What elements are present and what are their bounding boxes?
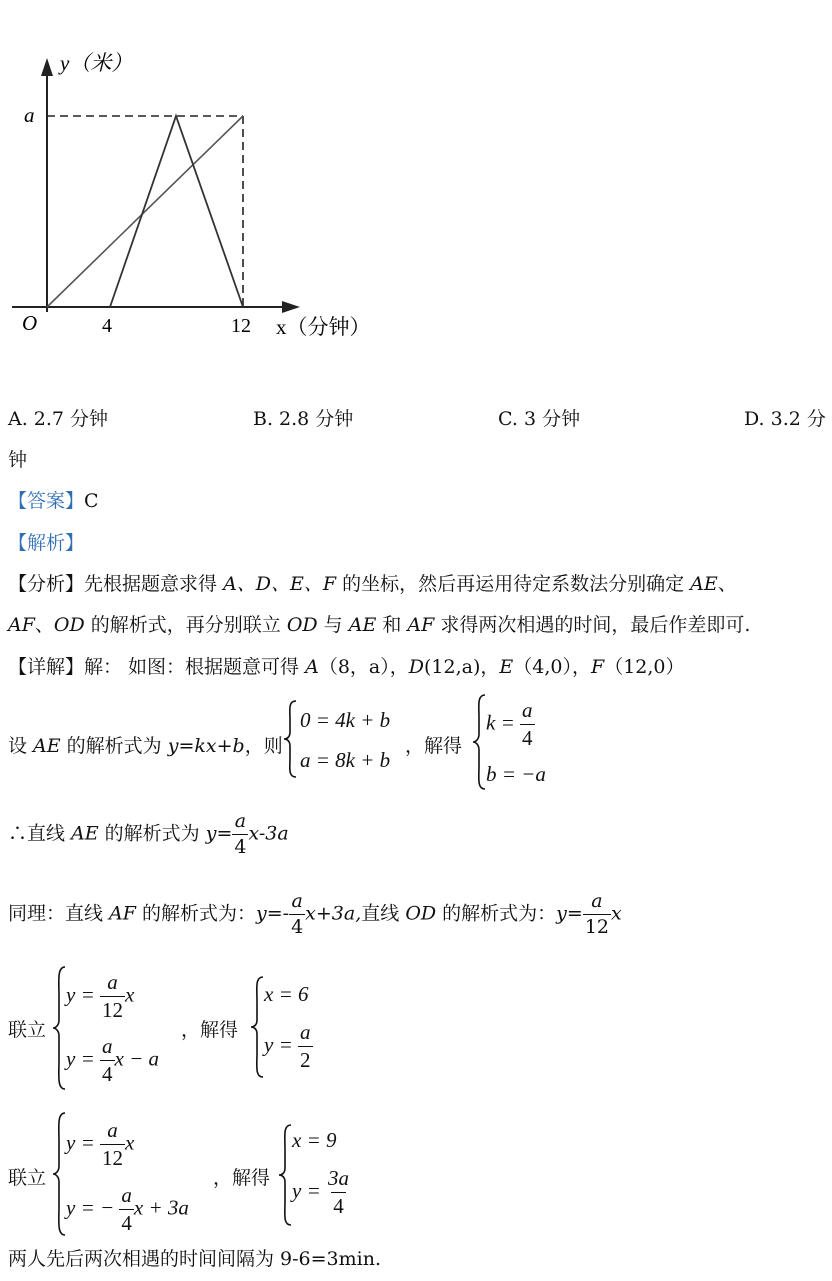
fenxi-ae: AE	[348, 614, 377, 636]
point-d: D	[408, 656, 425, 678]
numerator: a	[107, 1118, 118, 1142]
option-d-wrap: 钟	[8, 449, 28, 471]
numerator: a	[522, 698, 533, 722]
denominator: 4	[522, 726, 533, 750]
denominator: 4	[121, 1211, 132, 1235]
fraction	[100, 1120, 125, 1169]
coord-d: (12,a)	[424, 656, 481, 678]
fenxi-tag: 【分析】	[8, 573, 85, 595]
brace-icon	[52, 966, 66, 1090]
step2-y: y=	[205, 822, 233, 845]
numerator: a	[234, 810, 247, 832]
sep: ，	[480, 656, 500, 678]
step2-line	[8, 812, 289, 857]
sys1-label: 联立	[8, 1019, 47, 1041]
step2-tail: x-3a	[248, 822, 289, 845]
motion-graph	[0, 40, 380, 350]
origin-label: O	[22, 311, 38, 335]
fenxi-line-2	[8, 610, 750, 637]
brace-icon	[278, 1124, 292, 1226]
denominator: 12	[102, 998, 123, 1022]
sys2-eq2-lhs: y = −	[66, 1195, 115, 1220]
sys2-eq2-tail: x + 3a	[133, 1195, 189, 1220]
fenxi-text: 的解析式，再分别联立	[84, 614, 287, 636]
step2-mid: 的解析式为	[98, 822, 206, 845]
brace-icon	[250, 976, 264, 1078]
denominator: 4	[234, 836, 247, 858]
coord-f: （12,0）	[604, 656, 685, 678]
step1-solve: ，解得	[405, 735, 463, 757]
sys1-eq2-lhs: y =	[66, 1046, 95, 1071]
fenxi-text: 和	[376, 614, 408, 636]
fenxi-af: AF	[407, 614, 435, 636]
sys2-eq1	[66, 1120, 134, 1169]
fraction	[100, 1036, 115, 1085]
sys1-sol-y	[264, 1022, 313, 1071]
fenxi-text: 的坐标，然后再运用待定系数法分别确定	[336, 573, 691, 595]
point-a: A	[305, 656, 319, 678]
brace-icon	[283, 700, 297, 778]
fenxi-text: 与	[317, 614, 349, 636]
step1-eq2: a = 8k + b	[300, 748, 391, 772]
sys2-eq1-tail: x	[125, 1130, 135, 1155]
numerator: a	[107, 970, 118, 994]
fenxi-text: 求得两次相遇的时间，最后作差即可.	[434, 614, 751, 636]
x-axis-label: x（分钟）	[276, 315, 371, 339]
step3-line	[8, 892, 622, 937]
x-tick-12: 12	[231, 315, 251, 337]
answer-line	[8, 486, 99, 513]
fenxi-af: AF	[8, 614, 35, 636]
therefore-text: ∴直线	[8, 822, 72, 845]
y-tick-a: a	[24, 103, 35, 127]
fenxi-text: 先根据题意求得	[84, 573, 224, 595]
step1-mid: 的解析式为	[60, 735, 168, 757]
sys1-solve: ，解得	[181, 1019, 239, 1041]
line-e-a-f	[110, 116, 243, 307]
fraction	[100, 972, 125, 1021]
step3-od: OD	[405, 902, 437, 925]
fraction	[232, 812, 248, 857]
numerator: 3a	[328, 1166, 349, 1190]
sys2-solve: ，解得	[213, 1167, 271, 1189]
brace-icon	[472, 694, 486, 790]
sys2-eq2	[66, 1185, 189, 1234]
denominator: 12	[584, 916, 610, 938]
fenxi-points: A、D、E、F	[223, 573, 337, 595]
fraction	[298, 1022, 313, 1071]
sys1-eq2	[66, 1036, 159, 1085]
step1-formula: y=kx+b	[167, 735, 245, 757]
sep: ，	[572, 656, 592, 678]
sep: ，	[389, 656, 409, 678]
sys1-sol-y-lhs: y =	[264, 1032, 293, 1057]
fenxi-text: 、	[34, 614, 54, 636]
option-d[interactable]: D. 3.2 分	[744, 408, 826, 430]
numerator: a	[121, 1183, 132, 1207]
xiangjie-text: 解： 如图：根据题意可得	[84, 656, 306, 678]
sys1-eq1-lhs: y =	[66, 982, 95, 1007]
fraction	[520, 700, 535, 749]
numerator: a	[300, 1020, 311, 1044]
sys2-sol-x: x = 9	[292, 1128, 337, 1152]
y-axis-label: y（米）	[60, 51, 133, 75]
sys2-label: 联立	[8, 1167, 47, 1189]
sys2-eq1-lhs: y =	[66, 1130, 95, 1155]
denominator: 4	[102, 1062, 113, 1086]
denominator: 12	[102, 1146, 123, 1170]
step1-post: ，则	[244, 735, 283, 757]
xiangjie-line	[8, 652, 685, 679]
sys1-eq1	[66, 972, 134, 1021]
fenxi-line-1	[8, 569, 737, 596]
answer-value: C	[84, 490, 99, 512]
denominator: 4	[333, 1194, 344, 1218]
brace-icon	[52, 1112, 66, 1236]
xiangjie-tag: 【详解】	[8, 656, 85, 678]
x-axis-arrow	[282, 301, 300, 313]
sys2-sol-y	[292, 1168, 351, 1217]
conclusion: 两人先后两次相遇的时间间隔为 9-6=3min.	[8, 1248, 382, 1270]
sys1-eq1-tail: x	[125, 982, 135, 1007]
step3-mid2: 直线	[361, 902, 406, 925]
analysis-tag: 【解析】	[8, 532, 85, 554]
step3-y1: y=-	[256, 902, 290, 925]
step3-af: AF	[109, 902, 136, 925]
point-f: F	[591, 656, 605, 678]
y-axis-arrow	[41, 58, 53, 76]
coord-e: （4,0）	[513, 656, 572, 678]
line-od	[47, 116, 243, 307]
step3-y2: y=	[556, 902, 583, 925]
numerator: a	[291, 890, 303, 912]
sys1-eq2-tail: x − a	[114, 1046, 159, 1071]
option-c[interactable]: C. 3 分钟	[498, 408, 581, 430]
numerator: a	[102, 1034, 113, 1058]
numerator: a	[591, 890, 603, 912]
sys2-sol-y-lhs: y =	[292, 1178, 321, 1203]
coord-a: （8，a）	[318, 656, 390, 678]
denominator: 4	[291, 916, 304, 938]
answer-tag: 【答案】	[8, 490, 85, 512]
fraction	[289, 892, 305, 937]
k-lhs: k =	[486, 710, 515, 735]
step1-ae: AE	[33, 735, 61, 757]
step3-pre: 同理：直线	[8, 902, 110, 925]
sys1-sol-x: x = 6	[264, 982, 309, 1006]
fenxi-od: OD	[53, 614, 85, 636]
step3-tail2: x	[611, 902, 622, 925]
fraction	[119, 1185, 134, 1234]
step2-ae: AE	[71, 822, 99, 845]
step1-eq1: 0 = 4k + b	[300, 708, 391, 732]
step1-pre: 设	[8, 735, 34, 757]
step3-tail1: x+3a,	[305, 902, 362, 925]
step3-mid3: 的解析式为：	[436, 902, 557, 925]
fraction	[583, 892, 611, 937]
step1-k-eq	[486, 700, 535, 749]
step3-mid: 的解析式为：	[135, 902, 256, 925]
denominator: 2	[300, 1048, 311, 1072]
fenxi-ae: AE	[690, 573, 718, 595]
step1-text	[8, 731, 283, 758]
point-e: E	[499, 656, 514, 678]
x-tick-4: 4	[102, 315, 112, 337]
step1-b-eq: b = −a	[486, 762, 546, 786]
fenxi-od: OD	[286, 614, 318, 636]
option-a[interactable]: A. 2.7 分钟	[8, 408, 109, 430]
fraction	[326, 1168, 351, 1217]
fenxi-text: 、	[717, 573, 737, 595]
option-b[interactable]: B. 2.8 分钟	[253, 408, 354, 430]
